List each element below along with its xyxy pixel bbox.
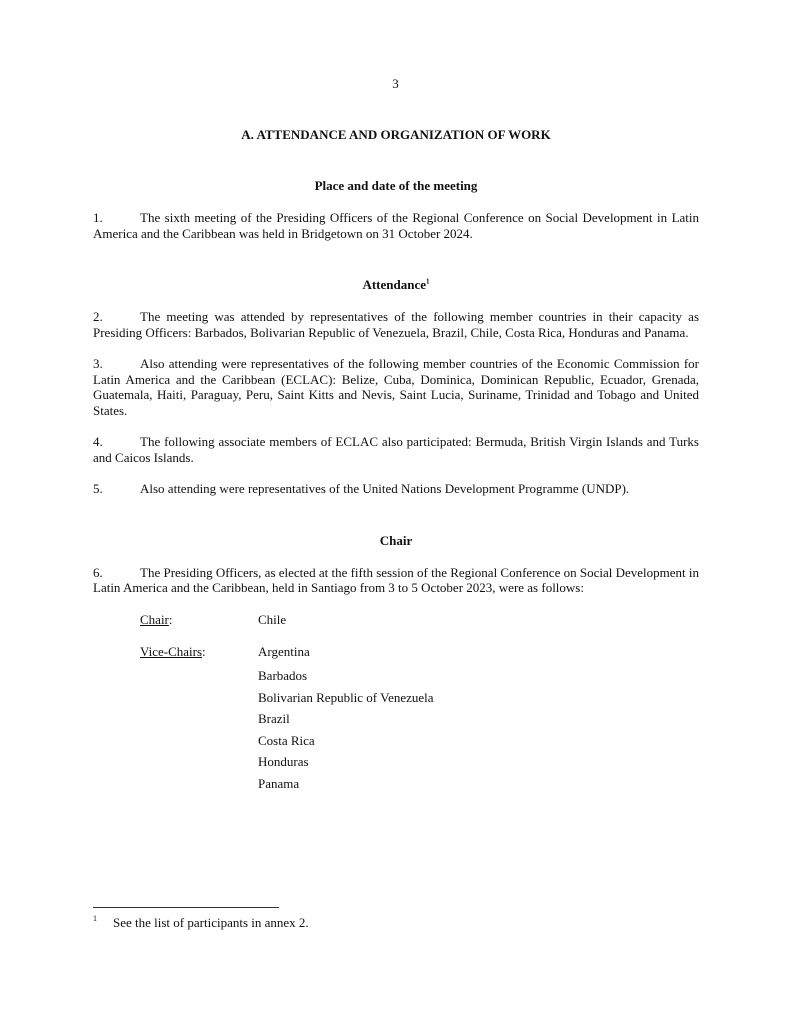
vice-chair-item: Panama (258, 775, 300, 791)
paragraph-5-text: Also attending were representatives of the United Nations Development Programme (UNDP). (140, 481, 630, 496)
paragraph-3-number: 3. (93, 356, 103, 371)
paragraph-4 (93, 434, 699, 465)
paragraph-4-text: The following associate members of ECLAC also participated: Bermuda, British Virgin Islands and Turks and Caicos Islands. (93, 434, 699, 465)
paragraph-2-text: The meeting was attended by representatives of the following member countries in their capacity as Presiding Officers: Barbados, Bolivarian Republic of Venezuela, Brazil, Chile, Costa Rica, Honduras and Panama. (93, 309, 699, 340)
vice-chair-item: Honduras (258, 754, 309, 769)
footnote (93, 915, 699, 931)
attendance-heading (93, 277, 699, 293)
footnote-separator (93, 907, 279, 908)
footnote-text: See the list of participants in annex 2. (113, 915, 309, 930)
vice-chairs-row (140, 644, 699, 795)
paragraph-5 (93, 481, 699, 497)
chair-values (258, 612, 286, 628)
chair-label: Chair: (140, 611, 173, 627)
presiding-officers-list (140, 612, 699, 795)
paragraph-5-number: 5. (93, 481, 103, 496)
vice-chair-item: Barbados (258, 668, 308, 683)
paragraph-1 (93, 210, 699, 241)
vice-chair-item: Argentina (258, 643, 310, 659)
page-number: 3 (392, 76, 399, 91)
paragraph-2-number: 2. (93, 309, 103, 324)
paragraph-6 (93, 565, 699, 596)
paragraph-2 (93, 309, 699, 340)
paragraph-3 (93, 356, 699, 418)
attendance-footnote-ref: 1 (426, 277, 430, 286)
paragraph-6-text: The Presiding Officers, as elected at the fifth session of the Regional Conference on Social Development in Latin America and the Caribbean, held in Santiago from 3 to 5 October 2023, were as follows: (93, 564, 699, 595)
section-title: A. ATTENDANCE AND ORGANIZATION OF WORK (241, 127, 551, 142)
vice-chairs-label: Vice-Chairs: (140, 643, 206, 659)
page-content (93, 127, 699, 810)
place-date-heading: Place and date of the meeting (314, 178, 478, 193)
paragraph-1-number: 1. (93, 210, 103, 225)
paragraph-4-number: 4. (93, 434, 103, 449)
vice-chairs-values (258, 644, 434, 795)
paragraph-1-text: The sixth meeting of the Presiding Officers of the Regional Conference on Social Development in Latin America and the Caribbean was held in Bridgetown on 31 October 2024. (93, 210, 699, 241)
chair-row (140, 612, 699, 628)
vice-chairs-label-text: Vice-Chairs (140, 643, 203, 659)
vice-chair-item: Brazil (258, 711, 290, 726)
footnote-mark: 1 (93, 914, 97, 923)
vice-chair-item: Costa Rica (258, 732, 315, 748)
vice-chair-item: Bolivarian Republic of Venezuela (258, 689, 434, 705)
paragraph-6-number: 6. (93, 564, 103, 580)
attendance-heading-text: Attendance (362, 277, 427, 292)
chair-heading: Chair (379, 532, 413, 548)
chair-label-text: Chair (140, 611, 169, 627)
chair-value: Chile (258, 611, 287, 627)
paragraph-3-text: Also attending were representatives of the following member countries of the Economic Commission for Latin America and the Caribbean (ECLAC): Belize, Cuba, Dominica, Dominican Republic, Ecuador, Grenada, Guatemala, Haiti, Paraguay, Peru, Saint Kitts and Nevis, Saint Lucia, Suriname, Trinidad and Tobago and United States. (93, 356, 699, 418)
